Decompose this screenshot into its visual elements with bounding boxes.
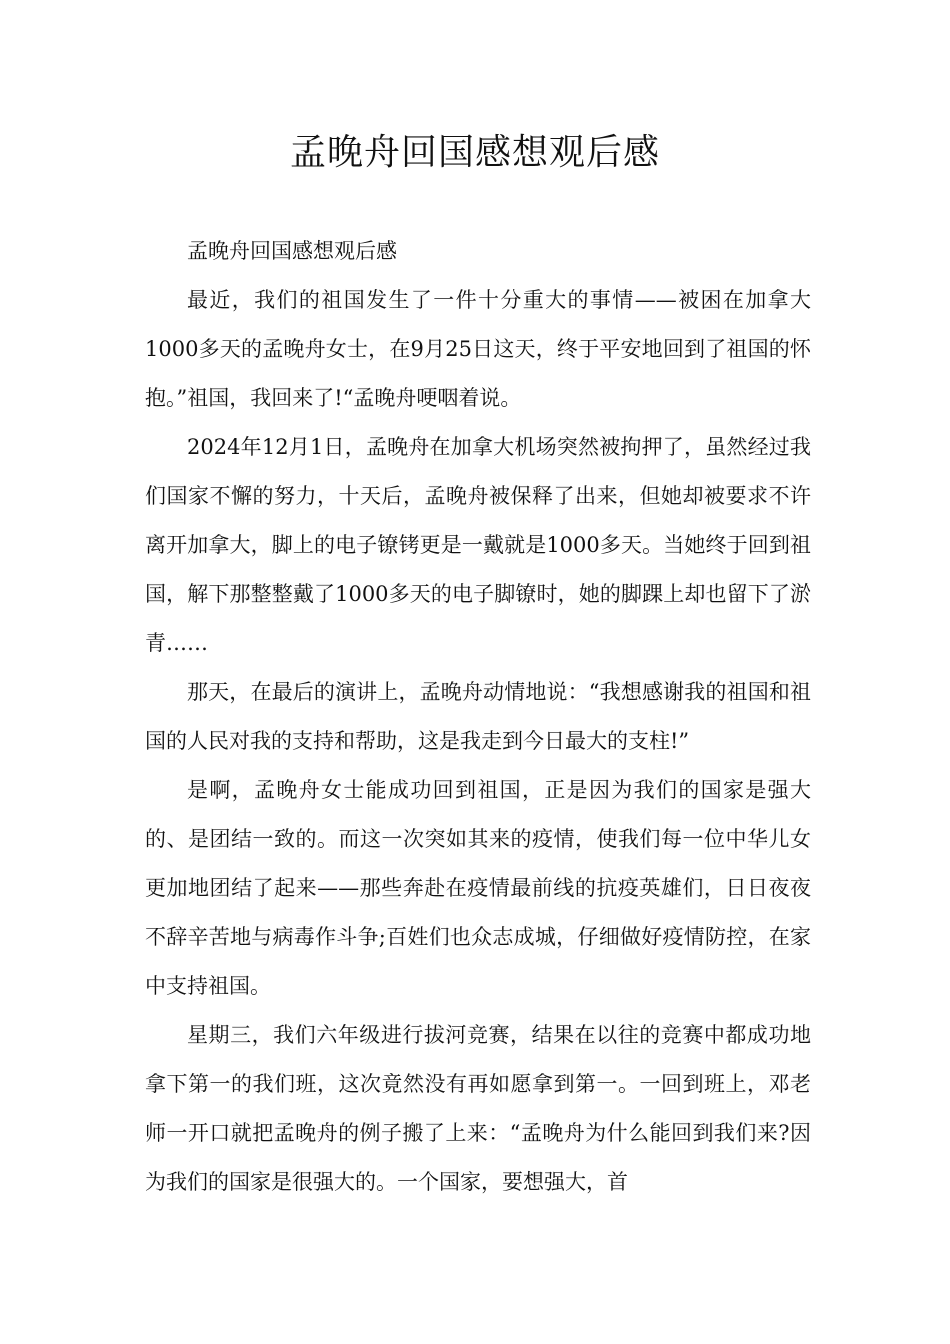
document-body (145, 227, 811, 1207)
paragraph-2: 2024年12月1日，孟晚舟在加拿大机场突然被拘押了，虽然经过我们国家不懈的努力，十天后，孟晚舟被保释了出来，但她却被要求不许离开加拿大，脚上的电子镣铐更是一戴就是1000多天。当她终于回到祖国，解下那整整戴了1000多天的电子脚镣时，她的脚踝上却也留下了淤青…… (145, 435, 811, 655)
paragraph-1: 最近，我们的祖国发生了一件十分重大的事情——被困在加拿大1000多天的孟晚舟女士，在9月25日这天，终于平安地回到了祖国的怀抱。”祖国，我回来了!“孟晚舟哽咽着说。 (145, 288, 811, 410)
document-title: 孟晚舟回国感想观后感 (289, 132, 660, 173)
paragraph-5: 星期三，我们六年级进行拔河竞赛，结果在以往的竞赛中都成功地拿下第一的我们班，这次竟然没有再如愿拿到第一。一回到班上，邓老师一开口就把孟晚舟的例子搬了上来：“孟晚舟为什么能回到我们来?因为我们的国家是很强大的。一个国家，要想强大，首 (145, 1023, 811, 1194)
paragraph-3: 那天，在最后的演讲上，孟晚舟动情地说：“我想感谢我的祖国和祖国的人民对我的支持和帮助，这是我走到今日最大的支柱!” (145, 680, 811, 753)
paragraph-subtitle: 孟晚舟回国感想观后感 (187, 239, 397, 263)
paragraph-4: 是啊，孟晚舟女士能成功回到祖国，正是因为我们的国家是强大的、是团结一致的。而这一次突如其来的疫情，使我们每一位中华儿女更加地团结了起来——那些奔赴在疫情最前线的抗疫英雄们，日日夜夜不辞辛苦地与病毒作斗争;百姓们也众志成城，仔细做好疫情防控，在家中支持祖国。 (145, 778, 811, 998)
